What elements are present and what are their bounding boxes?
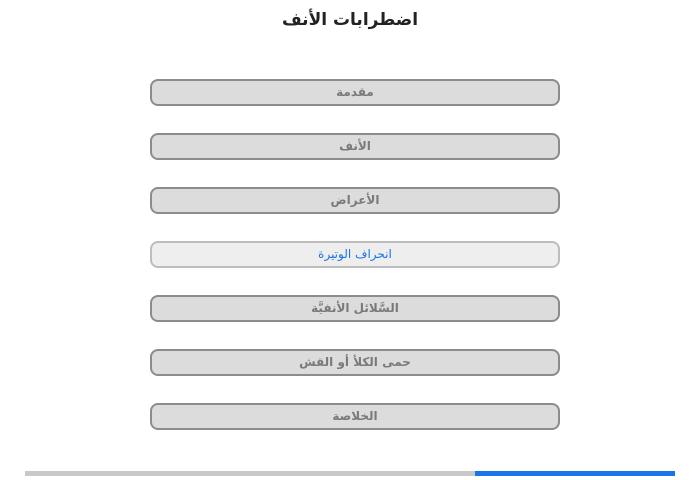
menu-item-summary[interactable]: الخلاصة — [150, 403, 560, 430]
progress-bar-fill — [475, 471, 675, 476]
page-title: اضطرابات الأنف — [281, 10, 419, 30]
menu-item-symptoms[interactable]: الأعراض — [150, 187, 560, 214]
section-menu — [150, 79, 560, 430]
menu-item-nasal-polyps[interactable]: السَّلائل الأنفيَّة — [150, 295, 560, 322]
menu-item-introduction[interactable]: مقدمة — [150, 79, 560, 106]
menu-item-hay-fever[interactable]: حمى الكلأ أو القش — [150, 349, 560, 376]
progress-bar — [25, 471, 675, 476]
menu-item-deviated-septum[interactable]: انحراف الوتيرة — [150, 241, 560, 268]
menu-item-nose[interactable]: الأنف — [150, 133, 560, 160]
